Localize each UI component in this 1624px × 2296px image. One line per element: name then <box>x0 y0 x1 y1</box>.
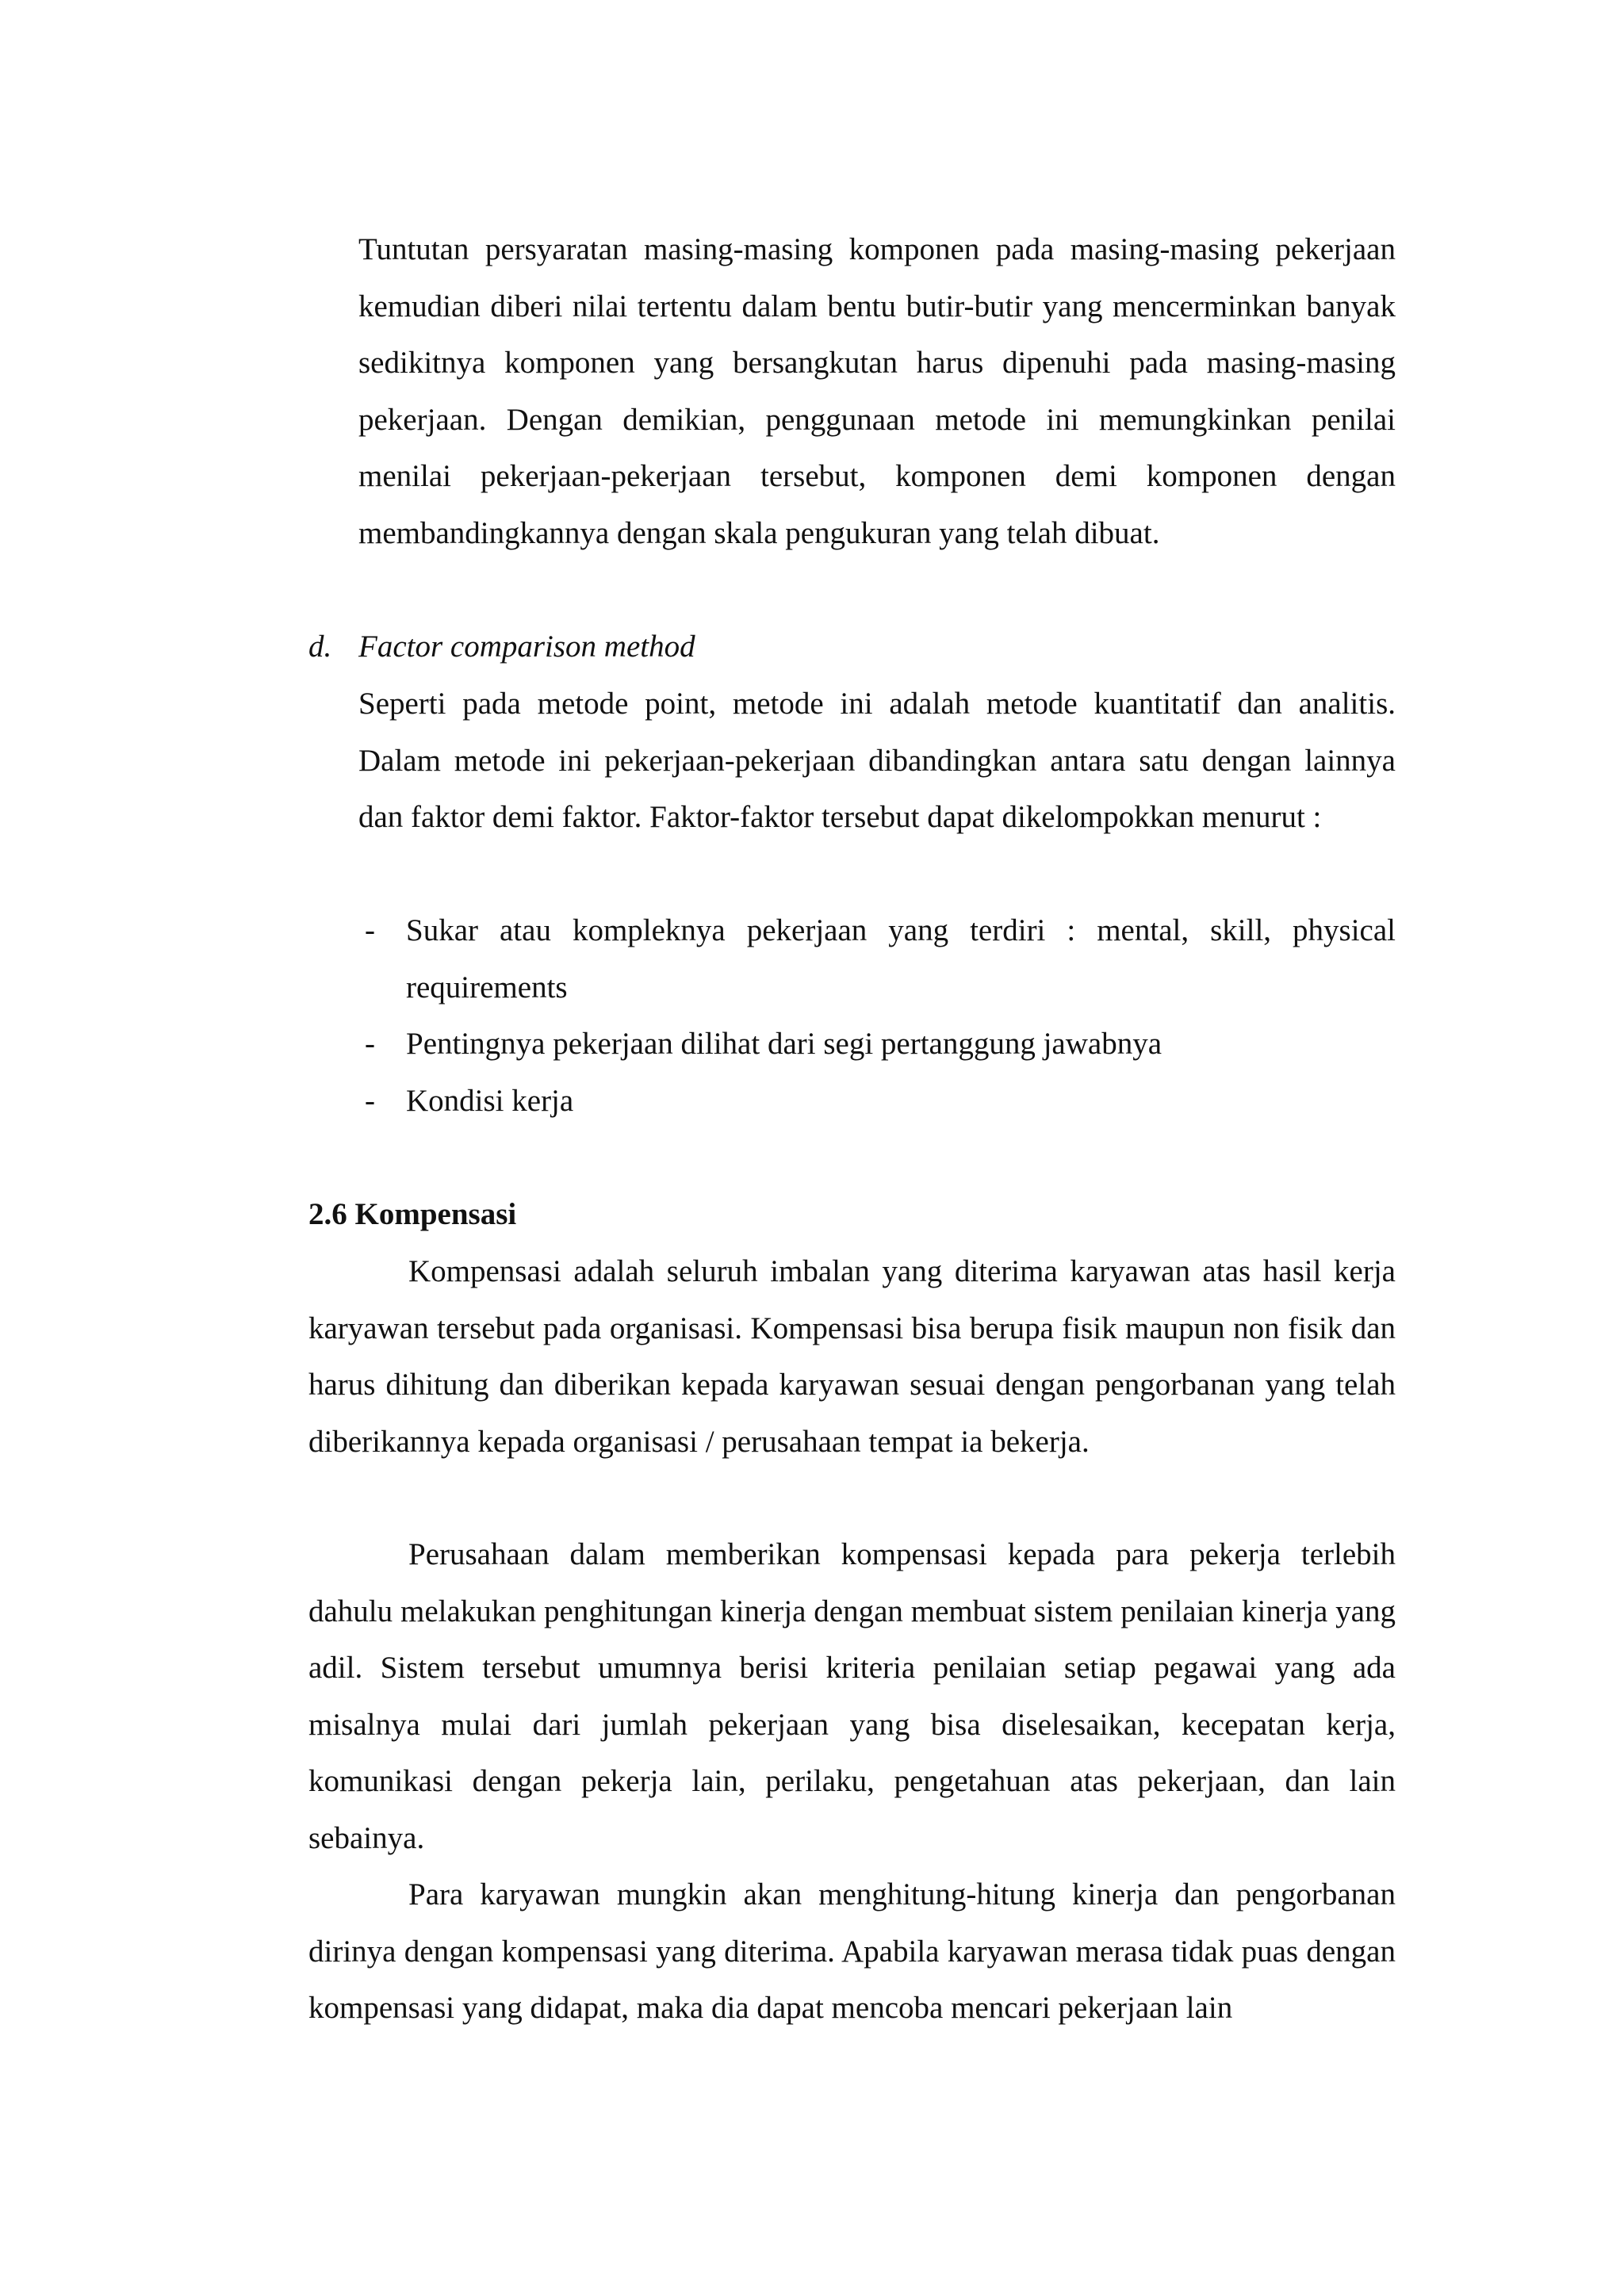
list-item-text: Kondisi kerja <box>406 1083 574 1118</box>
section-heading: 2.6 Kompensasi <box>308 1197 517 1231</box>
list-item <box>358 1016 1396 1073</box>
factor-method-heading <box>308 618 1396 675</box>
section-paragraph-3 <box>308 1866 1396 2037</box>
factor-method-body: Seperti pada metode point, metode ini adalah metode kuantitatif dan analitis. Dalam metode ini pekerjaan-pekerjaan dibandingkan antara satu dengan lainnya dan faktor demi faktor. Faktor-faktor tersebut dapat dikelompokkan menurut : <box>358 687 1396 834</box>
intro-paragraph: Tuntutan persyaratan masing-masing komponen pada masing-masing pekerjaan kemudian diberi nilai tertentu dalam bentu butir-butir yang mencerminkan banyak sedikitnya komponen yang bersangkutan harus dipenuhi pada masing-masing pekerjaan. Dengan demikian, penggunaan metode ini memungkinkan penilai menilai pekerjaan-pekerjaan tersebut, komponen demi komponen dengan membandingkannya dengan skala pengukuran yang telah dibuat. <box>358 232 1396 550</box>
paragraph-text: Perusahaan dalam memberikan kompensasi kepada para pekerja terlebih dahulu melakukan penghitungan kinerja dengan membuat sistem penilaian kinerja yang adil. Sistem tersebut umumnya berisi kriteria penilaian setiap pegawai yang ada misalnya mulai dari jumlah pekerjaan yang bisa diselesaikan, kecepatan kerja, komunikasi dengan pekerja lain, perilaku, pengetahuan atas pekerjaan, dan lain sebainya. <box>308 1537 1396 1855</box>
list-item <box>358 902 1396 1016</box>
bullet-dash: - <box>365 913 375 947</box>
section-paragraph-2 <box>308 1526 1396 1866</box>
list-item <box>358 1073 1396 1130</box>
paragraph-text: Para karyawan mungkin akan menghitung-hitung kinerja dan pengorbanan dirinya dengan kompensasi yang diterima. Apabila karyawan merasa tidak puas dengan kompensasi yang didapat, maka dia dapat mencoba mencari pekerjaan lain <box>308 1877 1396 2025</box>
list-item-text: Pentingnya pekerjaan dilihat dari segi pertanggung jawabnya <box>406 1027 1162 1061</box>
bullet-dash: - <box>365 1083 375 1118</box>
factor-list <box>358 902 1396 1129</box>
factor-method-title: Factor comparison method <box>358 629 695 664</box>
bullet-dash: - <box>365 1027 375 1061</box>
section-paragraph-1 <box>308 1243 1396 1470</box>
list-letter: d. <box>308 629 332 664</box>
paragraph-text: Kompensasi adalah seluruh imbalan yang diterima karyawan atas hasil kerja karyawan tersebut pada organisasi. Kompensasi bisa berupa fisik maupun non fisik dan harus dihitung dan diberikan kepada karyawan sesuai dengan pengorbanan yang telah diberikannya kepada organisasi / perusahaan tempat ia bekerja. <box>308 1254 1396 1459</box>
list-item-text: Sukar atau kompleknya pekerjaan yang terdiri : mental, skill, physical requirements <box>406 913 1396 1004</box>
